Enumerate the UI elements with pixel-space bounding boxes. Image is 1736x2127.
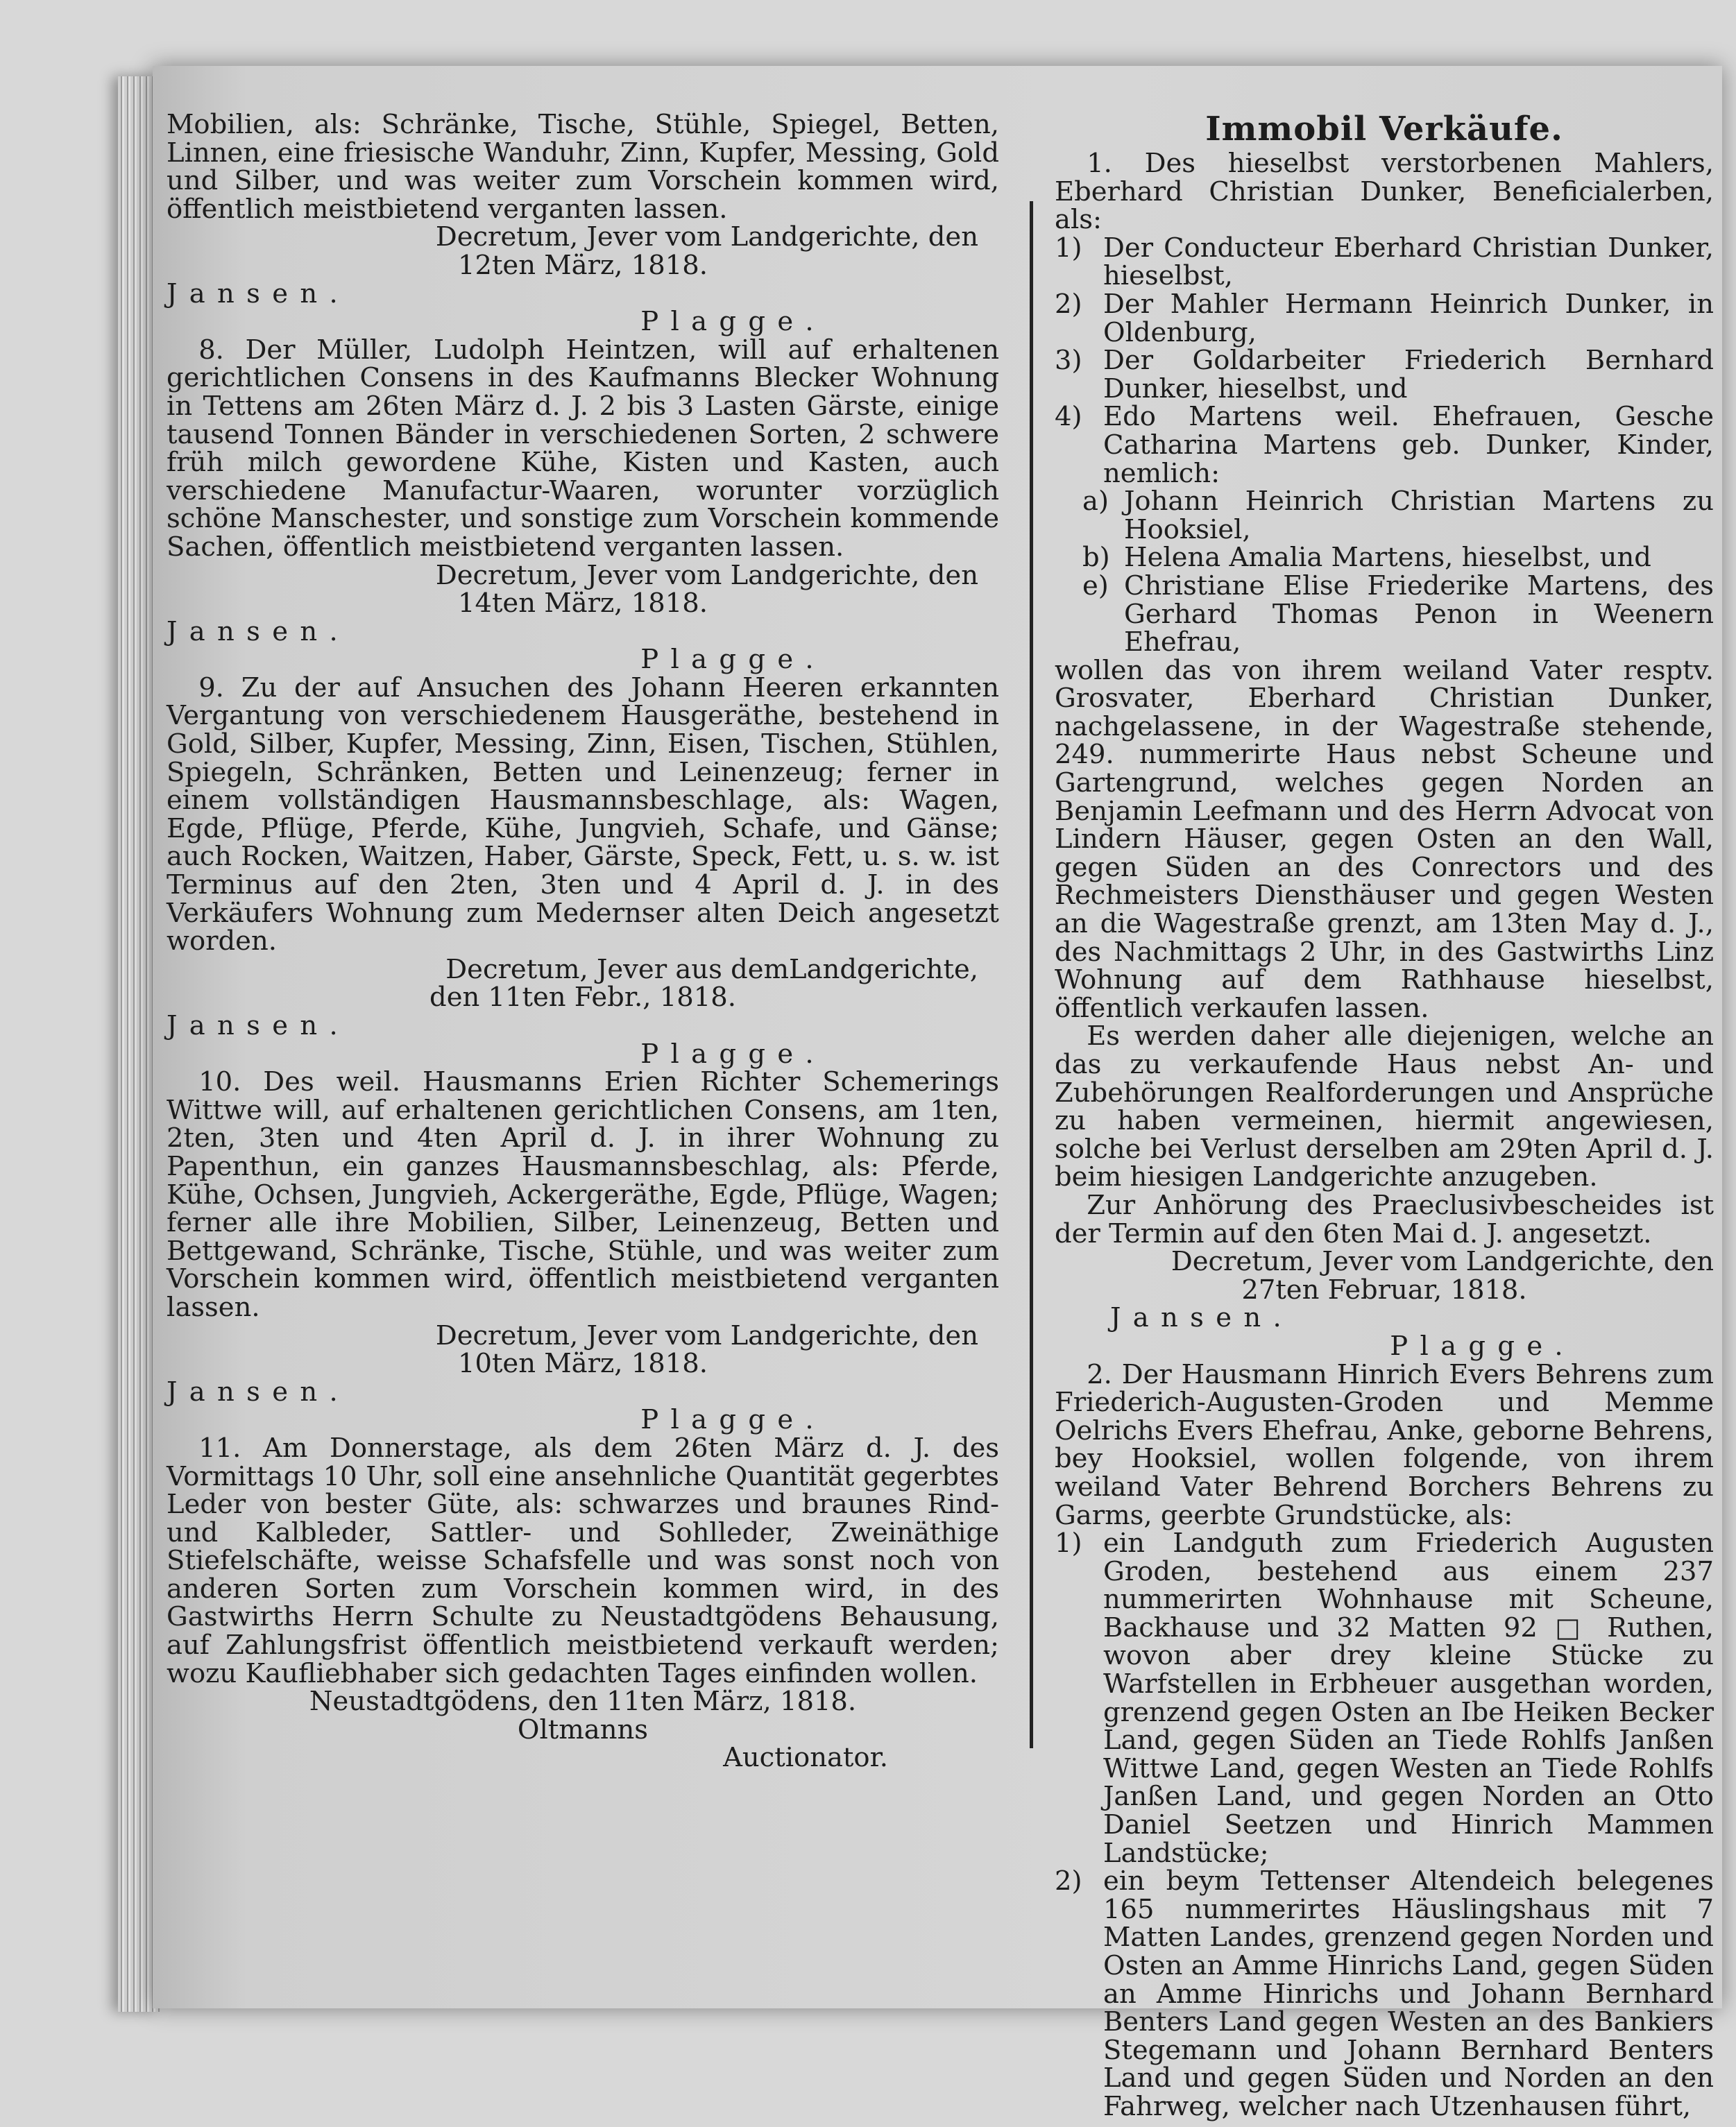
child-item: a) Johann Heinrich Christian Martens zu Hooksiel, <box>1082 486 1714 545</box>
decretum-date: 27ten Februar, 1818. <box>1241 1274 1527 1306</box>
left-column <box>167 111 999 1773</box>
decretum-date: 12ten März, 1818. <box>457 249 708 281</box>
notice-11: 11. Am Donnerstage, als dem 26ten März d. J. des Vormittags 10 Uhr, soll eine ansehnliche Quantität gegerbtes Leder von bester Güte, als: schwarzes und braunes Rind- und Kalbleder, Sattler- und Sohlleder, Zweinäthige Stiefelschäfte, weisse Schafsfelle und was sonst noch von anderen Sorten zum Vorschein kommen wird, in des Gastwirths Herrn Schulte zu Neustadtgödens Behausung, auf Zahlungsfrist öffentlich meistbietend verkauft werden; wozu Kaufliebhaber sich gedachten Tages einfinden wollen. <box>167 1432 999 1689</box>
decretum-date: 14ten März, 1818. <box>457 588 708 620</box>
notice-1-claims: Es werden daher alle diejenigen, welche an das zu verkaufende Haus nebst An- und Zubehörungen Realforderungen und Ansprüche zu haben vermeinen, hiermit angewiesen, solche bei Verlust derselben am 29ten April d. J. beim hiesigen Landgerichte anzugeben. <box>1055 1020 1714 1193</box>
estate-item: 1) ein Landguth zum Friederich Augusten Groden, bestehend aus einem 237 nummerirten Wohnhause mit Scheune, Backhause und 32 Matten 92 □ Ruthen, wovon aber drey kleine Stücke zu Warfstellen in Erbheuer ausgethan worden, grenzend gegen Osten an Ibe Heiken Becker Land, gegen Süden an Tiede Rohlfs Janßen Wittwe Land, gegen Westen an Tiede Rohlfs Janßen Land, und gegen Norden an Otto Daniel Seetzen und Hinrich Mammen Landstücke; <box>1055 1528 1714 1869</box>
signature-auctionator: Auctionator. <box>723 1742 888 1774</box>
signature-plagge: Plagge. <box>640 306 826 338</box>
notice-8: 8. Der Müller, Ludolph Heintzen, will auf erhaltenen gerichtlichen Consens in des Kaufmanns Blecker Wohnung in Tettens am 26ten März d. J. 2 bis 3 Lasten Gärste, einige tausend Tonnen Bänder in verschiedenen Sorten, 2 schwere früh milch gewordene Kühe, Kisten und Kasten, auch verschiedene Manufactur-Waaren, worunter vorzüglich schöne Manschester, und sonstige zum Vorschein kommende Sachen, öffentlich meistbietend verganten lassen. <box>167 334 999 563</box>
signature-plagge: Plagge. <box>1390 1330 1575 1362</box>
signature-jansen: Jansen. <box>167 1376 350 1408</box>
decretum-line: Decretum, Jever vom Landgerichte, den <box>435 559 978 591</box>
signature-jansen: Jansen. <box>167 277 350 309</box>
signature-oltmanns: Oltmanns <box>517 1714 649 1745</box>
heir-item: 3) Der Goldarbeiter Friederich Bernhard Dunker, hieselbst, und <box>1055 345 1714 404</box>
notice-1-body: wollen das von ihrem weiland Vater resptv. Grosvater, Eberhard Christian Dunker, nachgelassene, in der Wagestraße stehende, 249. nummerirte Haus nebst Scheune und Gartengrund, welches gegen Norden an Benjamin Leefmann und des Herrn Advocat von Lindern Häuser, gegen Osten an den Wall, gegen Süden an des Conrectors und des Rechmeisters Diensthäuser und gegen Westen an die Wagestraße grenzt, am 13ten May d. J., des Nachmittags 2 Uhr, in des Gastwirths Linz Wohnung auf dem Rathhause hieselbst, öffentlich verkaufen lassen. <box>1055 654 1714 1024</box>
estate-item: 2) ein beym Tettenser Altendeich belegenes 165 nummerirtes Häuslingshaus mit 7 Matten Landes, grenzend gegen Norden und Osten an Amme Hinrichs Land, gegen Süden an Amme Hinrichs und Johann Bernhard Benters Land gegen Westen an des Bankiers Stegemann und Johann Bernhard Benters Land und gegen Süden und Norden an den Fahrweg, welcher nach Utzenhausen führt, <box>1055 1865 1714 2122</box>
notice-10: 10. Des weil. Hausmanns Erien Richter Schemerings Wittwe will, auf erhaltenen gerichtlichen Consens, am 1ten, 2ten, 3ten und 4ten April d. J. in ihrer Wohnung zu Papenthun, ein ganzes Hausmannsbeschlag, als: Pferde, Kühe, Ochsen, Jungvieh, Ackergeräthe, Egde, Pflüge, Wagen; ferner alle ihre Mobilien, Silber, Leinenzeug, Betten und Bettgewand, Schränke, Tische, Stühle, und was weiter zum Vorschein kommen wird, öffentlich meistbietend verganten lassen. <box>167 1066 999 1323</box>
signature-jansen: Jansen. <box>167 615 350 647</box>
notice-9: 9. Zu der auf Ansuchen des Johann Heeren erkannten Vergantung von verschiedenem Hausgeräthe, bestehend in Gold, Silber, Kupfer, Messing, Zinn, Eisen, Tischen, Stühlen, Spiegeln, Schränken, Betten und Leinenzeug; ferner in einem vollständigen Hausmannsbeschlage, als: Wagen, Egde, Pflüge, Pferde, Kühe, Jungvieh, Schafe, und Gänse; auch Rocken, Waitzen, Haber, Gärste, Speck, Fett, u. s. w. ist Terminus auf den 2ten, 3ten und 4 April d. J. in des Verkäufers Wohnung zum Medernser alten Deich angesetzt worden. <box>167 672 999 957</box>
notice-1-hearing: Zur Anhörung des Praeclusivbescheides ist der Termin auf den 6ten Mai d. J. angesetzt. <box>1055 1189 1714 1249</box>
signature-plagge: Plagge. <box>640 644 826 676</box>
signature-plagge: Plagge. <box>640 1404 826 1436</box>
child-item: e) Christiane Elise Friederike Martens, des Gerhard Thomas Penon in Weenern Ehefrau, <box>1082 570 1714 658</box>
section-heading: Immobil Verkäufe. <box>1205 110 1563 148</box>
decretum-line: Decretum, Jever aus demLandgerichte, <box>445 953 978 985</box>
right-column <box>1055 111 1714 2121</box>
intro-paragraph: Mobilien, als: Schränke, Tische, Stühle, Spiegel, Betten, Linnen, eine friesische Wanduhr, Zinn, Kupfer, Messing, Gold und Silber, und was weiter zum Vorschein kommen wird, öffentlich meistbietend verganten lassen. <box>167 109 999 225</box>
heir-item: 2) Der Mahler Hermann Heinrich Dunker, in Oldenburg, <box>1055 288 1714 348</box>
decretum-line: Decretum, Jever vom Landgerichte, den <box>435 1319 978 1351</box>
decretum-line: Decretum, Jever vom Landgerichte, den <box>1171 1246 1714 1278</box>
heir-item: 4) Edo Martens weil. Ehefrauen, Gesche Catharina Martens geb. Dunker, Kinder, nemlich: <box>1055 401 1714 489</box>
decretum-date: den 11ten Febr., 1818. <box>429 982 736 1014</box>
signature-plagge: Plagge. <box>640 1038 826 1070</box>
notice-2-intro: 2. Der Hausmann Hinrich Evers Behrens zum Friederich-Augusten-Groden und Memme Oelrichs Evers Ehefrau, Anke, geborne Behrens, bey Hooksiel, wollen folgende, von ihrem weiland Vater Behrend Borchers Behrens zu Garms, geerbte Grundstücke, als: <box>1055 1358 1714 1531</box>
column-divider <box>1030 201 1033 1748</box>
signature-jansen: Jansen. <box>167 1010 350 1041</box>
heir-item: 1) Der Conducteur Eberhard Christian Dunker, hieselbst, <box>1055 232 1714 292</box>
signature-jansen: Jansen. <box>1110 1302 1294 1334</box>
place-date: Neustadtgödens, den 11ten März, 1818. <box>309 1686 857 1718</box>
notice-1-intro: 1. Des hieselbst verstorbenen Mahlers, Eberhard Christian Dunker, Beneficialerben, als: <box>1055 148 1714 236</box>
decretum-line: Decretum, Jever vom Landgerichte, den <box>435 221 978 253</box>
child-item: b) Helena Amalia Martens, hieselbst, und <box>1082 542 1651 574</box>
decretum-date: 10ten März, 1818. <box>457 1348 708 1380</box>
